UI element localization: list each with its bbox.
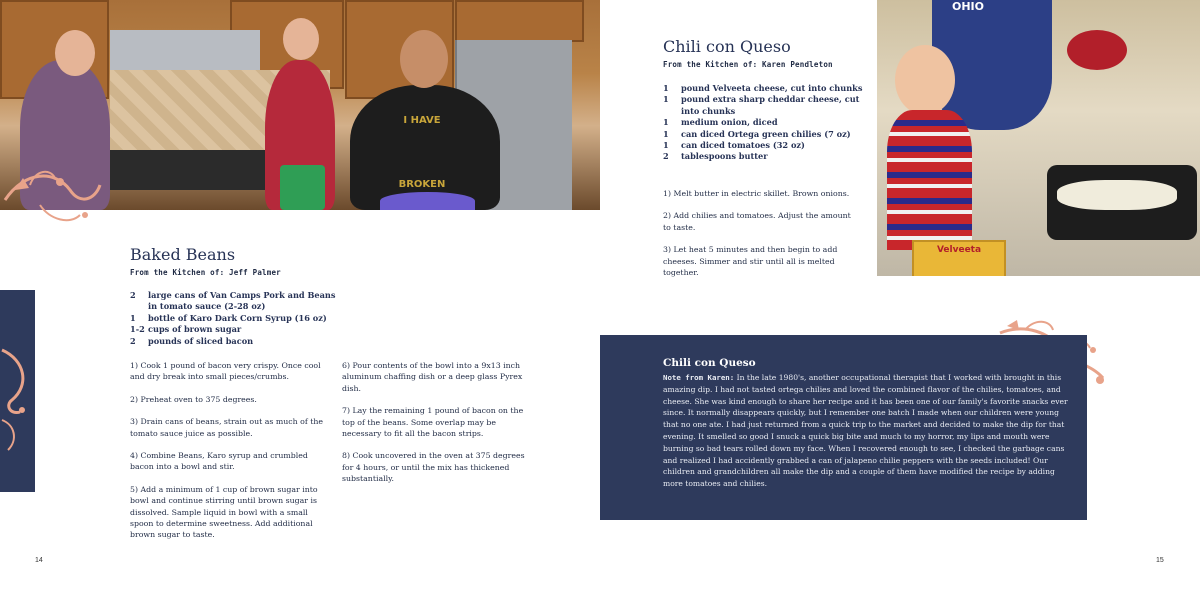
ingredient-item: 1 can diced tomatoes (32 oz) [663,140,805,151]
step: 6) Pour contents of the bowl into a 9x13 inch aluminum chaffing dish or a deep glass Pyrex dish. [342,361,523,393]
story-note-box [600,335,1087,520]
ingredient-item: 2 tablespoons butter [663,151,768,162]
step: 2) Add chilies and tomatoes. Adjust the amount to taste. [663,211,851,232]
side-accent-bar [0,290,35,492]
recipe-title: Chili con Queso [663,37,791,56]
recipe-title: Baked Beans [130,245,236,264]
steps-column-2 [342,360,537,496]
step: 2) Preheat oven to 375 degrees. [130,394,257,404]
recipe-byline: From the Kitchen of: Karen Pendleton [663,60,833,69]
step: 1) Cook 1 pound of bacon very crispy. Once cool and dry break into small pieces/crumbs. [130,361,321,382]
ingredient-item: 2 large cans of Van Camps Pork and Beans in tomato sauce (2-28 oz) [130,290,336,312]
floral-ornament [0,160,110,240]
kid-cooking-photo: OHIO Velveeta [877,0,1200,276]
ingredient-list [663,83,868,163]
ingredient-item: 1 can diced Ortega green chilies (7 oz) [663,128,851,139]
right-page [600,0,1200,600]
ingredient-item: 1 bottle of Karo Dark Corn Syrup (16 oz) [130,312,327,323]
shirt-text: I HAVE BROKEN [398,115,446,190]
page-number: 15 [1156,557,1164,564]
ingredient-item: 1 medium onion, diced [663,117,778,128]
step: 1) Melt butter in electric skillet. Brown onions. [663,189,850,198]
velveeta-box: Velveeta [912,240,1006,276]
ingredient-list [130,290,340,347]
step: 7) Lay the remaining 1 pound of bacon on the top of the beans. Some overlap may be necessary to fit all the bacon strips. [342,406,524,439]
ingredient-item: 1-2 cups of brown sugar [130,324,242,335]
ingredient-item: 2 pounds of sliced bacon [130,335,254,346]
note-text [663,372,1068,490]
note-label: Note from Karen: [663,373,735,382]
ingredient-item: 1 pound extra sharp cheddar cheese, cut into chunks [663,94,860,116]
note-title: Chili con Queso [663,357,756,369]
step: 8) Cook uncovered in the oven at 375 degrees for 4 hours, or until the mix has thickened substantially. [342,451,525,484]
step: 4) Combine Beans, Karo syrup and crumbled bacon into a bowl and stir. [130,451,308,472]
page-number: 14 [35,557,43,564]
note-body: In the late 1980's, another occupational therapist that I worked with brought in this amazing dip. I had not tasted ortega chilies and loved the combined flavor of the chilies, tomatoes, and cheese. She was kind enough to share her recipe and it has been one of our family's favorite snacks ever since. It normally disappears quickly, but I remember one batch I made when our children were young that no one ate. I had just returned from a quick trip to the market and decided to make the dip for that evening. It smelled so good I snuck a quick big bite and much to my horror, my lips and mouth were burning so bad tears rolled down my face. When I recovered enough to see, I checked the garbage cans and realized I had accidently grabbed a can of jalapeno chilie peppers with the seeds included! Our children and grandchildren all make the dip and a couple of them have modified the recipe by adding more tomatoes and chilies. [663,373,1068,489]
ingredient-item: 1 pound Velveeta cheese, cut into chunks [663,83,863,93]
recipe-byline: From the Kitchen of: Jeff Palmer [130,268,281,277]
step: 3) Drain cans of beans, strain out as much of the tomato sauce juice as possible. [130,417,323,438]
steps-column [663,188,858,289]
step: 5) Add a minimum of 1 cup of brown sugar into bowl and continue stirring until brown sugar is dissolved. Sample liquid in bowl with a small spoon to determine sweetness. Add additional brown sugar to taste. [130,484,318,540]
step: 3) Let heat 5 minutes and then begin to add cheeses. Simmer and stir until all is melted together. [663,245,838,278]
steps-column-1 [130,360,330,552]
